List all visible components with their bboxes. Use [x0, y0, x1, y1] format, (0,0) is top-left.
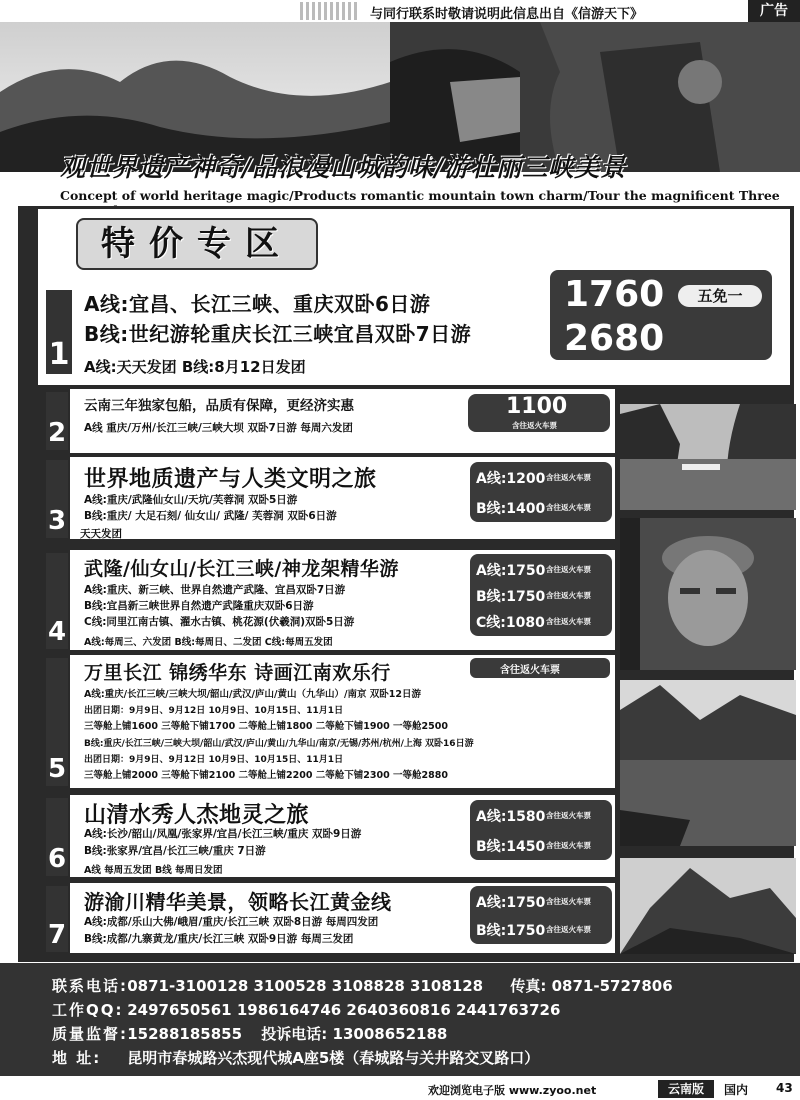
- route4-line-c: C线:同里江南古镇、濯水古镇、桃花源(伏羲洞)双卧5日游: [84, 616, 355, 628]
- route-number-1: 1: [46, 290, 72, 374]
- route3-price-box: [470, 462, 612, 522]
- route1-depart: A线:天天发团 B线:8月12日发团: [84, 358, 306, 376]
- section-label: 国内: [724, 1083, 749, 1097]
- route1-line-a: A线:宜昌、长江三峡、重庆双卧6日游: [84, 292, 431, 316]
- route4-title: 武隆/仙女山/长江三峡/神龙架精华游: [84, 558, 399, 580]
- slogan-block: [0, 148, 800, 203]
- dot-pattern: [300, 2, 360, 20]
- monitor-label: 质量监督:: [52, 1025, 128, 1043]
- river-gorge-photo: [620, 404, 796, 510]
- contact-address-line: [52, 1047, 539, 1068]
- fax-number: 0871-5727806: [551, 977, 673, 995]
- bottom-strip: [0, 1078, 800, 1100]
- route1-price-box: [550, 270, 772, 360]
- route5-b-dates: 出团日期：9月9日、9月12日 10月9日、10月15日、11月1日: [84, 755, 344, 765]
- route-number-4: 4: [46, 553, 68, 649]
- monitor-number: 15288185855: [127, 1025, 243, 1043]
- complaint-number: 13008652188: [332, 1025, 448, 1043]
- top-notice-bar: [0, 0, 800, 22]
- route3-note-a: 含往返火车票: [546, 473, 591, 482]
- route3-line-a: A线:重庆/武隆仙女山/天坑/芙蓉洞 双卧5日游: [84, 494, 298, 506]
- route4-price-b: B线:1750: [476, 589, 546, 605]
- page-number: 43: [776, 1081, 793, 1095]
- route6-title: 山清水秀人杰地灵之旅: [84, 803, 310, 828]
- route5-a-dates: 出团日期：9月9日、9月12日 10月9日、10月15日、11月1日: [84, 706, 344, 716]
- route6-price-b: B线:1450: [476, 839, 546, 855]
- contact-phone-line: [52, 975, 673, 996]
- route5-line-b: B线:重庆/长江三峡/三峡大坝/韶山/武汉/庐山/黄山/九华山/南京/无锡/苏州/杭州/上海 双卧16日游: [84, 739, 474, 749]
- route3-line-b: B线:重庆/ 大足石刻/ 仙女山/ 武隆/ 芙蓉洞 双卧6日游: [84, 510, 337, 522]
- phone-numbers: 0871-3100128 3100528 3108828 3108128: [127, 977, 484, 995]
- mountain-lake-photo: [620, 680, 796, 846]
- route6-note-a: 含往返火车票: [546, 811, 591, 820]
- contact-qq-line: [52, 999, 560, 1020]
- route6-line-a: A线:长沙/韶山/凤凰/张家界/宜昌/长江三峡/重庆 双卧9日游: [84, 828, 362, 840]
- route7-line-a: A线:成都/乐山大佛/峨眉/重庆/长江三峡 双卧8日游 每周四发团: [84, 916, 379, 928]
- slogan-chinese: 观世界遗产神奇/品浪漫山城韵味/游壮丽三峡美景: [60, 153, 627, 182]
- address-text: 昆明市春城路兴杰现代城A座5楼（春城路与关井路交叉路口）: [127, 1049, 540, 1067]
- slogan-english: Concept of world heritage magic/Products romantic mountain town charm/Tour the magnificent Three: [60, 188, 780, 203]
- route5-line-a: A线:重庆/长江三峡/三峡大坝/韶山/武汉/庐山/黄山（九华山）/南京 双卧12日游: [84, 689, 421, 700]
- route-number-7: 7: [46, 886, 68, 952]
- route6-depart: A线 每周五发团 B线 每周日发团: [84, 865, 223, 876]
- route7-price-b: B线:1750: [476, 923, 546, 939]
- route4-price-a: A线:1750: [476, 563, 546, 579]
- route1-price-a: 1760: [564, 274, 665, 315]
- route2-note: 含往返火车票: [512, 421, 557, 430]
- route7-price-box: [470, 886, 612, 944]
- route7-note-b: 含往返火车票: [546, 925, 591, 934]
- special-title: 特价专区: [76, 218, 318, 270]
- route6-line-b: B线:张家界/宜昌/长江三峡/重庆 7日游: [84, 845, 266, 857]
- fax-label: 传真:: [510, 977, 547, 995]
- route5-a-prices: 三等舱上铺1600 三等舱下铺1700 二等舱上铺1800 二等舱下铺1900 一等舱2500: [84, 721, 448, 732]
- route6-note-b: 含往返火车票: [546, 841, 591, 850]
- route3-price-b: B线:1400: [476, 501, 546, 517]
- route4-note-b: 含往返火车票: [546, 591, 591, 600]
- route4-price-box: [470, 554, 612, 636]
- route7-note-a: 含往返火车票: [546, 897, 591, 906]
- route3-price-a: A线:1200: [476, 471, 546, 487]
- route3-note-b: 含往返火车票: [546, 503, 591, 512]
- route4-line-b: B线:宜昌新三峡世界自然遗产武隆重庆双卧6日游: [84, 600, 314, 612]
- phone-label: 联系电话:: [52, 977, 128, 995]
- route5-badge: 含往返火车票: [500, 665, 560, 676]
- buddha-statue-photo: [620, 518, 796, 670]
- route4-note-a: 含往返火车票: [546, 565, 591, 574]
- mountain-peak-photo: [620, 858, 796, 954]
- address-label: 地 址:: [52, 1049, 102, 1067]
- route2-price: 1100: [506, 394, 568, 419]
- route5-badge-box: [470, 658, 610, 678]
- route4-line-a: A线:重庆、新三峡、世界自然遗产武隆、宜昌双卧7日游: [84, 584, 346, 596]
- route-number-5: 5: [46, 658, 68, 786]
- route2-title: 云南三年独家包船，品质有保障，更经济实惠: [84, 398, 354, 414]
- route2-detail: A线 重庆/万州/长江三峡/三峡大坝 双卧7日游 每周六发团: [84, 422, 353, 434]
- route-number-3: 3: [46, 460, 68, 538]
- route2-price-box: [468, 394, 610, 432]
- route7-price-a: A线:1750: [476, 895, 546, 911]
- route1-line-b: B线:世纪游轮重庆长江三峡宜昌双卧7日游: [84, 322, 472, 346]
- route6-price-a: A线:1580: [476, 809, 546, 825]
- route3-title: 世界地质遗产与人类文明之旅: [84, 467, 377, 492]
- route7-line-b: B线:成都/九寨黄龙/重庆/长江三峡 双卧9日游 每周三发团: [84, 933, 354, 945]
- route-number-6: 6: [46, 798, 68, 876]
- route1-badge: 五免一: [678, 285, 762, 307]
- complaint-label: 投诉电话:: [261, 1025, 328, 1043]
- qq-label: 工作QQ:: [52, 1001, 124, 1019]
- route-number-2: 2: [46, 392, 68, 450]
- route4-depart: A线:每周三、六发团 B线:每周日、二发团 C线:每周五发团: [84, 637, 333, 648]
- route5-title: 万里长江 锦绣华东 诗画江南欢乐行: [84, 662, 391, 684]
- route7-title: 游渝川精华美景，领略长江黄金线: [84, 890, 392, 914]
- contact-monitor-line: [52, 1023, 447, 1044]
- ad-label: 广告: [748, 0, 800, 22]
- route3-depart: 天天发团: [80, 528, 122, 540]
- route6-price-box: [470, 800, 612, 860]
- route5-b-prices: 三等舱上铺2000 三等舱下铺2100 二等舱上铺2200 二等舱下铺2300 一等舱2880: [84, 770, 448, 781]
- qq-numbers: 2497650561 1986164746 2640360816 2441763726: [127, 1001, 561, 1019]
- website-text: 欢迎浏览电子版 www.zyoo.net: [428, 1084, 597, 1097]
- route4-note-c: 含往返火车票: [546, 617, 591, 626]
- route4-price-c: C线:1080: [476, 615, 545, 631]
- top-notice: 与同行联系时敬请说明此信息出自《信游天下》: [370, 7, 644, 22]
- edition-mark: 云南版: [658, 1080, 714, 1098]
- contact-footer: [0, 963, 800, 1076]
- route1-price-b: 2680: [564, 318, 665, 359]
